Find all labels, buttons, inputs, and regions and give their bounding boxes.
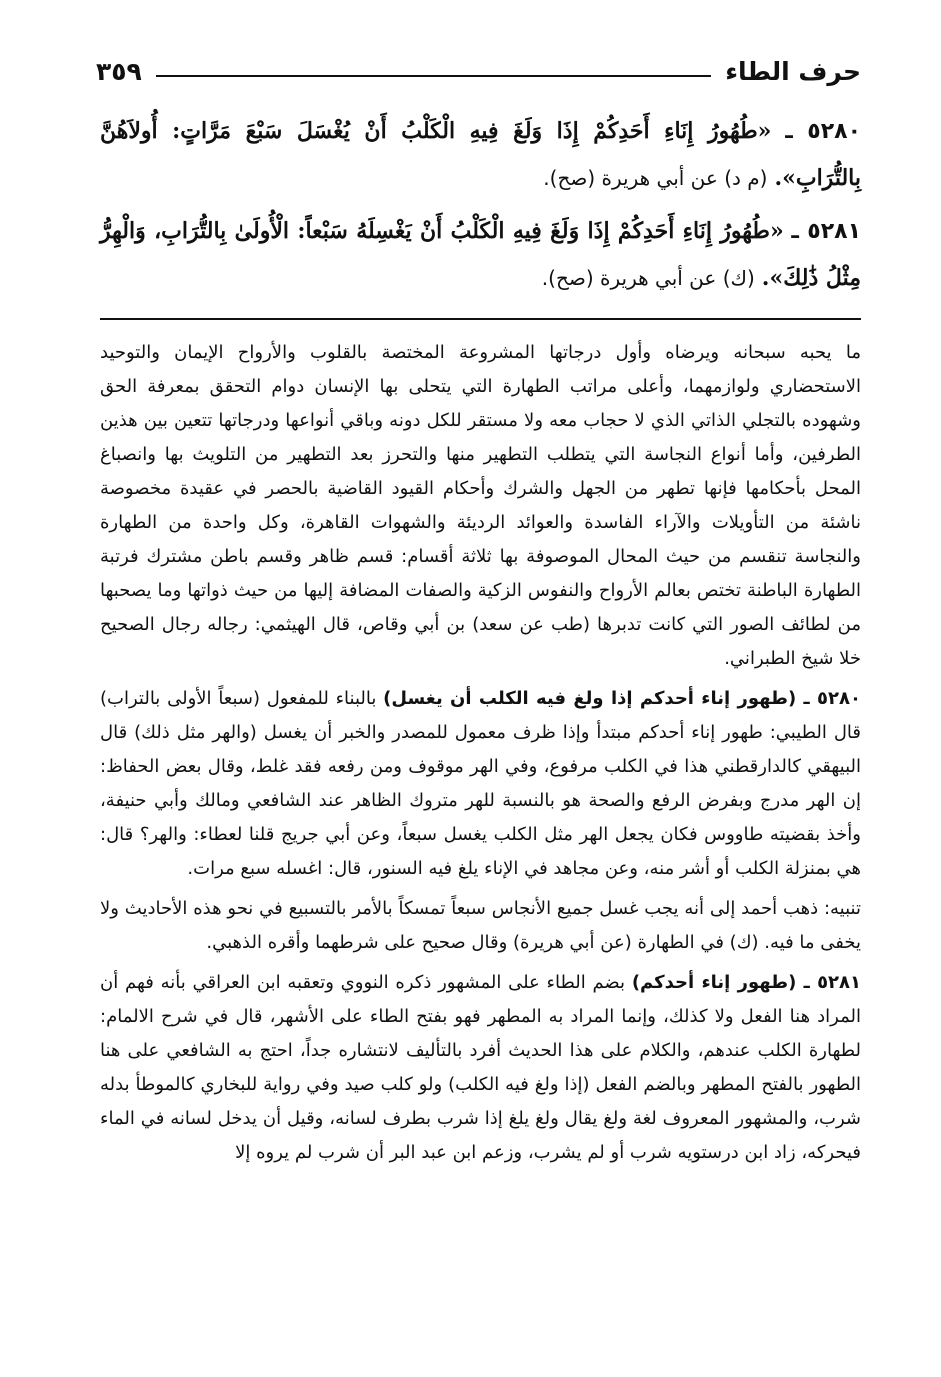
commentary-text: تنبيه: ذهب أحمد إلى أنه يجب غسل جميع الأنجاس سبعاً تمسكاً بالأمر بالتسبيع في نحو هذه الأحاديث ولا يخفى ما فيه. (ك) في الطهارة (عن أبي هريرة) وقال صحيح على شرطهما وأقره الذهبي. — [100, 898, 861, 953]
hadith-text: «طُهُورُ إِنَاءِ أَحَدِكُمْ إِذَا وَلَغَ فِيهِ الْكَلْبُ أَنْ يُغْسَلَ سَبْعَ مَرَّاتٍ: أُولاَهُنَّ بِالتُّرَابِ». — [100, 118, 861, 191]
chapter-title: حرف الطاء — [725, 57, 861, 86]
page-number: ٣٥٩ — [96, 57, 142, 86]
commentary-paragraph — [100, 682, 861, 886]
commentary-paragraph — [100, 966, 861, 1170]
hadith-number: ٥٢٨٠ ـ — [785, 119, 861, 144]
hadith-number: ٥٢٨١ ـ — [791, 219, 862, 244]
hadith-text: «طُهُورُ إِنَاءِ أَحَدِكُمْ إِذَا وَلَغَ فِيهِ الْكَلْبُ أَنْ يَغْسِلَهُ سَبْعاً: الْأُولَىٰ بِالتُّرَابِ، وَالْهِرُّ مِثْلُ ذَٰلِكَ». — [100, 218, 861, 291]
commentary-text: بضم الطاء على المشهور ذكره النووي وتعقبه ابن العراقي بأنه فهم أن المراد هنا الفعل ولا كذلك، وإنما المراد به المطهر فهو بفتح الطاء على الأشهر، قال في شرح الالمام: لطهارة الكلب عندهم، والكلام على هذا الحديث أفرد بالتأليف لانتشاره جداً، احتج به الشافعي على هنا الطهور بالفتح المطهر وبالضم الفعل (إذا ولغ فيه الكلب) ولو كلب صيد وفي رواية للبخاري كالموطأ بدله شرب، والمشهور المعروف لغة ولغ يقال ولغ يلغ إذا شرب بطرف لسانه، وقيل أن يدخل لسانه في الماء فيحركه، زاد ابن درستويه شرب أو لم يشرب، وزعم ابن عبد البر أن شرب لم يروه إلا — [100, 972, 861, 1163]
commentary-lead: ٥٢٨٠ ـ (طهور إناء أحدكم إذا ولغ فيه الكلب أن يغسل) — [383, 688, 861, 709]
hadith-source: (ك) عن أبي هريرة (صح). — [541, 266, 755, 290]
footnote-separator — [100, 318, 861, 320]
hadith-5280 — [100, 108, 861, 202]
commentary-text: ما يحبه سبحانه ويرضاه وأول درجاتها المشروعة المختصة بالقلوب والأرواح الإيمان والتوحيد الاستحضاري ولوازمهما، وأعلى مراتب الطهارة التي يتحلى بها الإنسان دوام التحقق بمعرفة الحق وشهوده بالتجلي الذاتي الذي لا حجاب معه ولا مستقر للكل دونه وباقي أنواعها ودرجاتها تتعين بين هذين الطرفين، وأما أنواع النجاسة التي يتطلب التطهير منها والتحرز بعد التطهير من التلويث بها وانصباغ المحل بأحكامها فإنها تطهر من الجهل والشرك وأحكام القيود القاضية بالحصر في عقيدة مخصوصة ناشئة من التأويلات والآراء الفاسدة والعوائد الرديئة والشهوات القاهرة، وكل واحدة من الطهارة والنجاسة تنقسم من حيث المحال الموصوفة بها ثلاثة أقسام: قسم ظاهر وقسم باطن مشترك فرتبة الطهارة الباطنة تختص بعالم الأرواح والنفوس الزكية والصفات المضافة إليها من حيث ذواتها وما يصحبها من لطائف الصور التي كانت تدبرها (طب عن سعد) بن أبي وقاص، قال الهيثمي: رجاله رجال الصحيح خلا شيخ الطبراني. — [100, 342, 861, 669]
page-header — [96, 52, 861, 92]
commentary-paragraph — [100, 336, 861, 676]
header-rule — [156, 75, 711, 77]
hadith-5281 — [100, 208, 861, 302]
commentary-text: بالبناء للمفعول (سبعاً الأولى بالتراب) قال الطيبي: طهور إناء أحدكم مبتدأ وإذا ظرف معمول للمصدر والخبر أن يغسل (والهر مثل ذلك) قال البيهقي كالدارقطني هذا في الكلب مرفوع، وفي الهر موقوف ومن رفعه فقد غلط، وقال بعض الحفاظ: إن الهر مدرج وبفرض الرفع والصحة هو بالنسبة للهر متروك الظاهر عند الشافعي ومالك وأبي حنيفة، وأخذ بقضيته طاووس فكان يجعل الهر مثل الكلب يغسل سبعاً، وعن أبي جريج قلنا لعطاء: والهر؟ قال: هي بمنزلة الكلب أو أشر منه، وعن مجاهد في الإناء يلغ فيه السنور، قال: اغسله سبع مرات. — [100, 688, 861, 879]
commentary-section — [100, 336, 861, 1176]
hadith-source: (م د) عن أبي هريرة (صح). — [543, 166, 768, 190]
commentary-paragraph — [100, 892, 861, 960]
commentary-lead: ٥٢٨١ ـ (طهور إناء أحدكم) — [631, 972, 862, 993]
